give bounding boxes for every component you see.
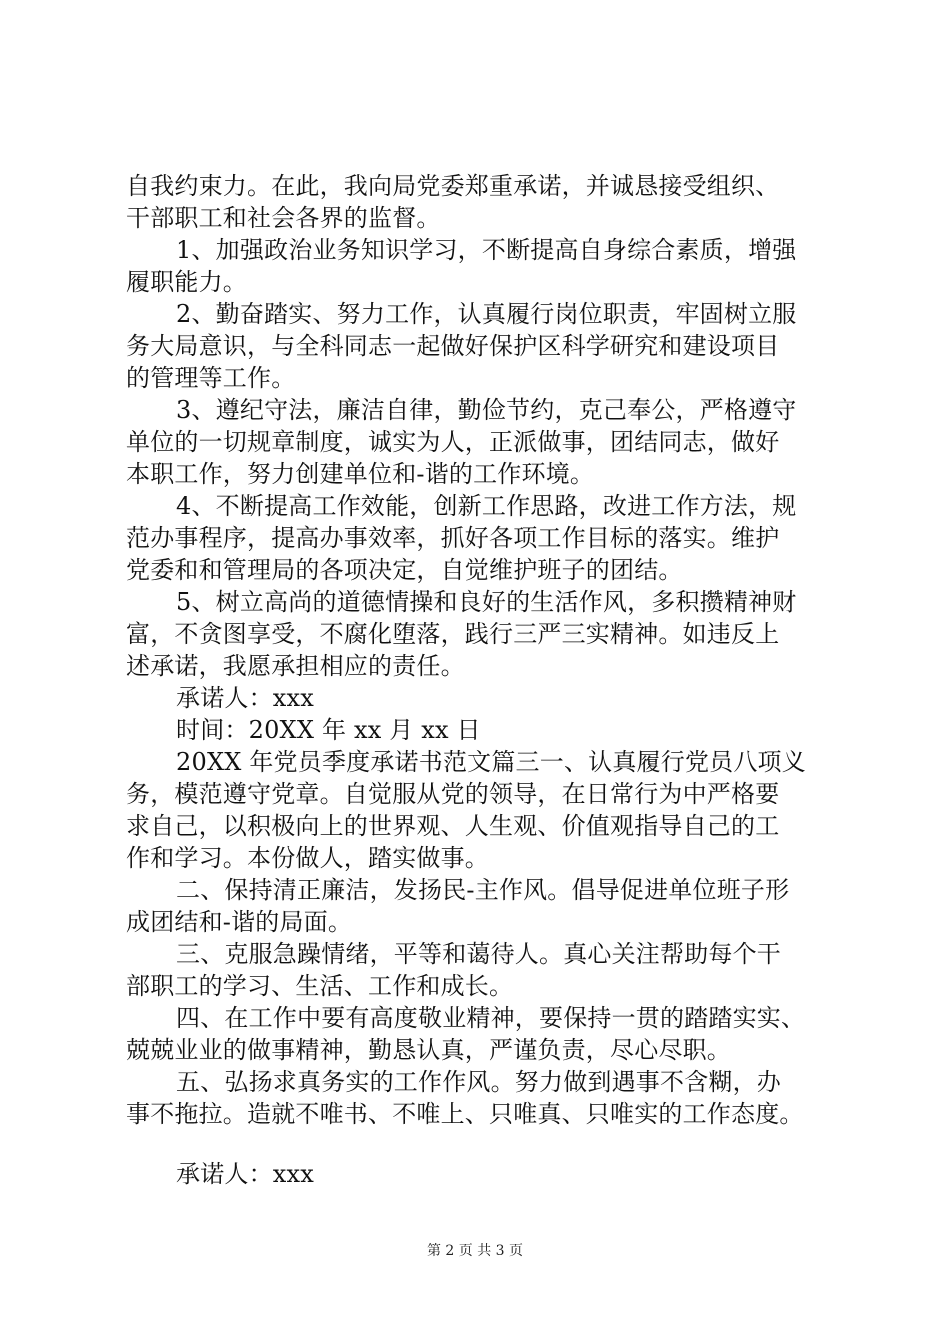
text-line: 履职能力。	[126, 268, 247, 296]
signature-line: 承诺人：xxx	[176, 1160, 315, 1188]
page-number-footer: 第 2 页 共 3 页	[426, 1243, 524, 1259]
text-line: 的管理等工作。	[126, 364, 296, 392]
text-line: 务，模范遵守党章。自觉服从党的领导，在日常行为中严格要	[126, 780, 780, 808]
text-line: 5、树立高尚的道德情操和良好的生活作风，多积攒精神财	[176, 588, 797, 616]
text-line: 单位的一切规章制度，诚实为人，正派做事，团结同志，做好	[126, 428, 780, 456]
text-line: 自我约束力。在此，我向局党委郑重承诺，并诚恳接受组织、	[126, 172, 780, 200]
text-line: 1、加强政治业务知识学习，不断提高自身综合素质，增强	[176, 236, 797, 264]
text-line: 干部职工和社会各界的监督。	[126, 204, 441, 232]
text-line: 2、勤奋踏实、努力工作，认真履行岗位职责，牢固树立服	[176, 300, 797, 328]
text-line: 四、在工作中要有高度敬业精神，要保持一贯的踏踏实实、	[176, 1004, 806, 1032]
text-line: 兢兢业业的做事精神，勤恳认真，严谨负责，尽心尽职。	[126, 1036, 731, 1064]
text-line: 二、保持清正廉洁，发扬民-主作风。倡导促进单位班子形	[176, 876, 790, 904]
text-line: 务大局意识，与全科同志一起做好保护区科学研究和建设项目	[126, 332, 780, 360]
text-line: 3、遵纪守法，廉洁自律，勤俭节约，克己奉公，严格遵守	[176, 396, 797, 424]
date-line: 时间：20XX 年 xx 月 xx 日	[176, 716, 481, 744]
text-line: 五、弘扬求真务实的工作作风。努力做到遇事不含糊，办	[176, 1068, 781, 1096]
text-line: 部职工的学习、生活、工作和成长。	[126, 972, 514, 1000]
text-line: 富，不贪图享受，不腐化堕落，践行三严三实精神。如违反上	[126, 620, 780, 648]
text-line: 述承诺，我愿承担相应的责任。	[126, 652, 465, 680]
text-line: 作和学习。本份做人，踏实做事。	[126, 844, 489, 872]
signature-line: 承诺人：xxx	[176, 684, 315, 712]
text-line: 成团结和-谐的局面。	[126, 908, 353, 936]
text-line: 范办事程序，提高办事效率，抓好各项工作目标的落实。维护	[126, 524, 780, 552]
text-line: 三、克服急躁情绪，平等和蔼待人。真心关注帮助每个干	[176, 940, 781, 968]
text-line: 本职工作，努力创建单位和-谐的工作环境。	[126, 460, 595, 488]
text-line: 党委和和管理局的各项决定，自觉维护班子的团结。	[126, 556, 683, 584]
document-body	[126, 170, 846, 1190]
text-line: 求自己，以积极向上的世界观、人生观、价值观指导自己的工	[126, 812, 780, 840]
text-line: 20XX 年党员季度承诺书范文篇三一、认真履行党员八项义	[176, 748, 806, 776]
text-line: 4、不断提高工作效能，创新工作思路，改进工作方法，规	[176, 492, 797, 520]
text-line: 事不拖拉。造就不唯书、不唯上、只唯真、只唯实的工作态度。	[126, 1100, 804, 1128]
